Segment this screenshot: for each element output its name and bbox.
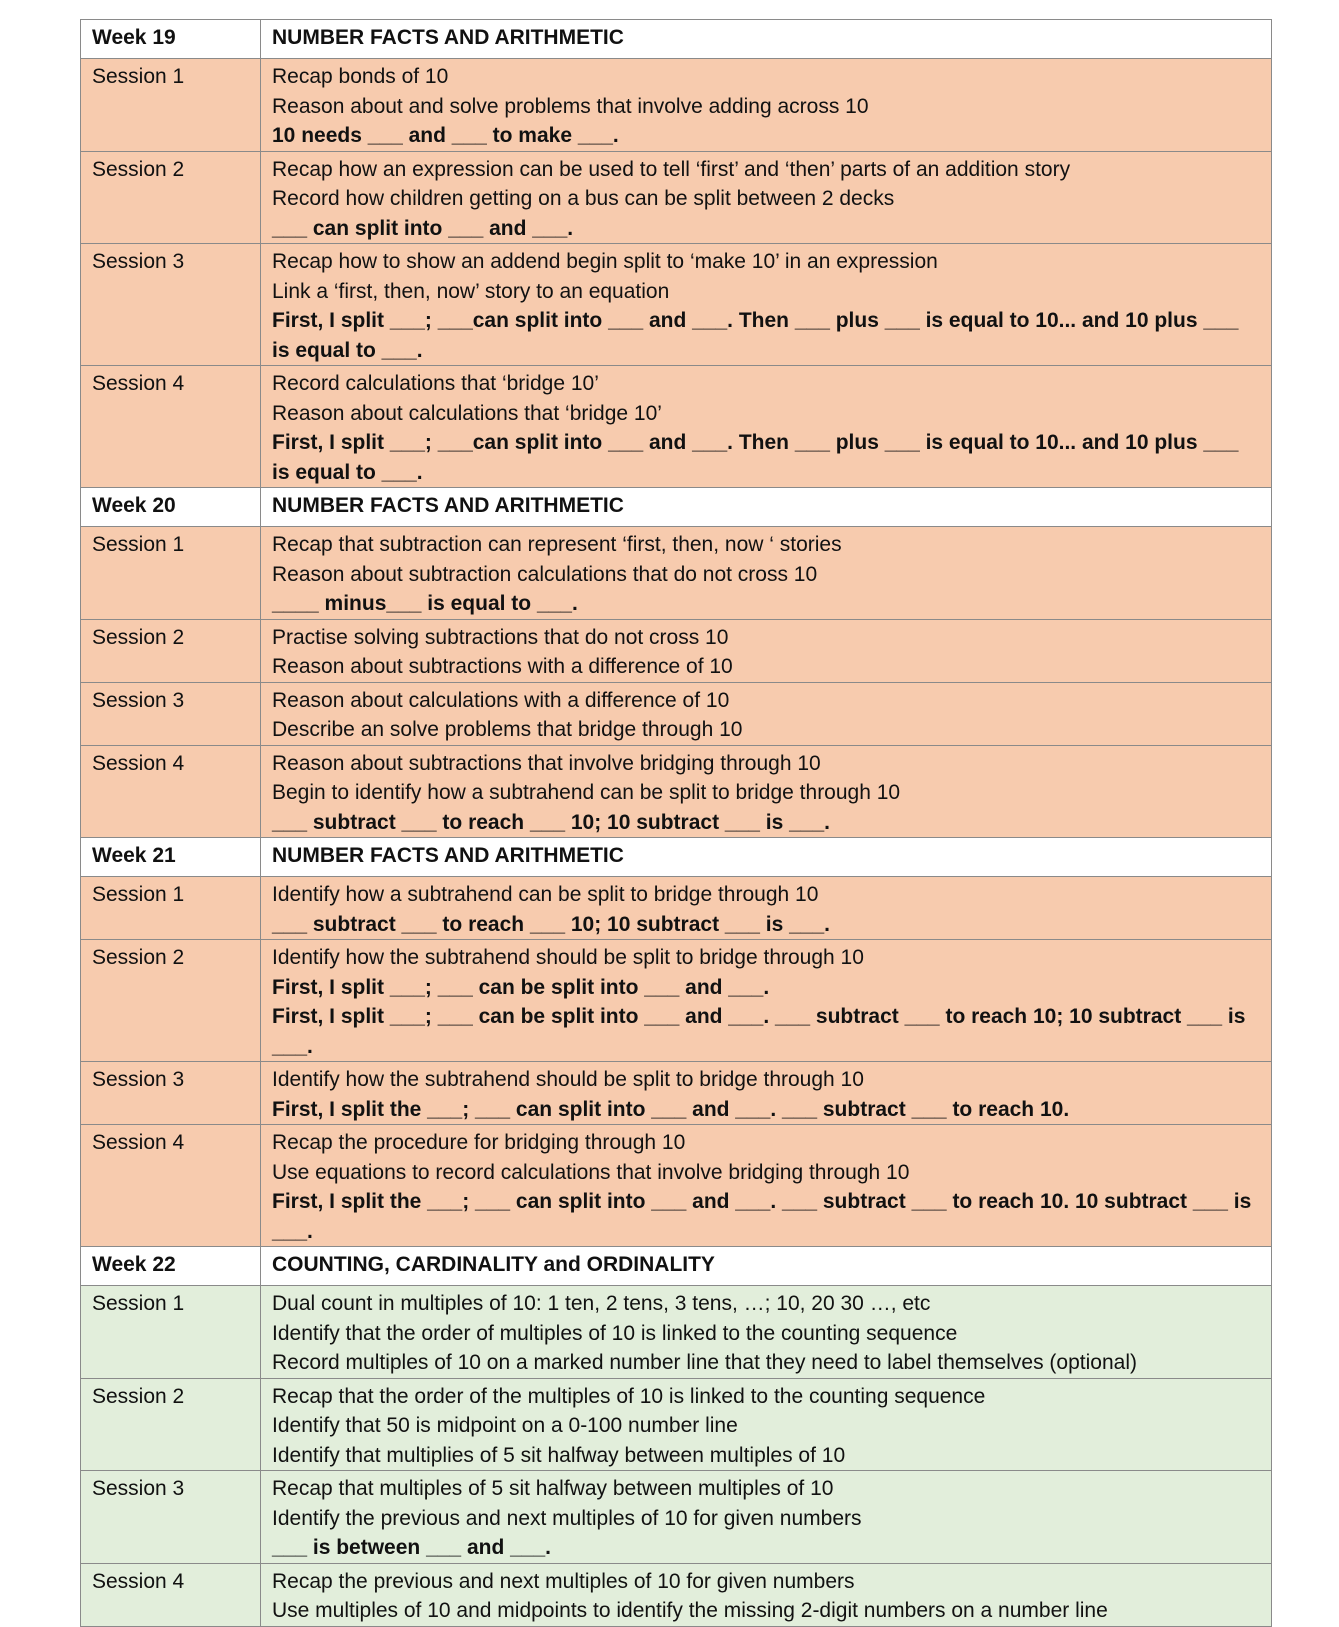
session-row <box>81 1125 1272 1247</box>
sentence-stem: First, I split ___; ___can split into ___ and ___. Then ___ plus ___ is equal to 10... and 10 plus ___ is equal to ___. <box>272 431 1239 484</box>
sentence-stem: First, I split ___; ___ can be split into ___ and ___. <box>272 975 770 999</box>
week-label: Week 22 <box>81 1247 261 1286</box>
objective-line: Use multiples of 10 and midpoints to identify the missing 2-digit numbers on a number line <box>272 1599 1108 1622</box>
week-topic-title: NUMBER FACTS AND ARITHMETIC <box>261 838 1272 877</box>
session-objectives <box>261 244 1272 366</box>
session-label: Session 1 <box>81 877 261 940</box>
objective-line: Identify how the subtrahend should be split to bridge through 10 <box>272 946 864 969</box>
session-label: Session 3 <box>81 244 261 366</box>
week-header-row <box>81 488 1272 527</box>
sentence-stem: First, I split ___; ___ can be split into ___ and ___. ___ subtract ___ to reach 10; 10 subtract ___ is ___. <box>272 1005 1246 1058</box>
session-objectives <box>261 1471 1272 1564</box>
objective-line: Reason about subtraction calculations that do not cross 10 <box>272 562 818 586</box>
session-row <box>81 151 1272 244</box>
session-row <box>81 619 1272 682</box>
objective-line: Describe an solve problems that bridge through 10 <box>272 718 743 741</box>
session-label: Session 2 <box>81 940 261 1062</box>
week-label: Week 20 <box>81 488 261 527</box>
session-row <box>81 682 1272 745</box>
week-topic-title: NUMBER FACTS AND ARITHMETIC <box>261 20 1272 59</box>
objective-line: Identify the previous and next multiples of 10 for given numbers <box>272 1506 862 1530</box>
session-row <box>81 940 1272 1062</box>
objective-line: Identify that 50 is midpoint on a 0-100 number line <box>272 1414 738 1437</box>
objective-line: Dual count in multiples of 10: 1 ten, 2 tens, 3 tens, …; 10, 20 30 …, etc <box>272 1292 931 1315</box>
objective-line: Recap how an expression can be used to tell ‘first’ and ‘then’ parts of an addition story <box>272 157 1071 181</box>
session-objectives <box>261 877 1272 940</box>
session-row <box>81 1062 1272 1125</box>
session-row <box>81 1286 1272 1379</box>
objective-line: Record calculations that ‘bridge 10’ <box>272 372 599 395</box>
session-objectives <box>261 940 1272 1062</box>
session-label: Session 1 <box>81 59 261 152</box>
sentence-stem: ____ minus___ is equal to ___. <box>272 592 578 615</box>
week-header-row <box>81 1247 1272 1286</box>
session-row <box>81 1563 1272 1626</box>
session-label: Session 3 <box>81 1471 261 1564</box>
session-label: Session 2 <box>81 151 261 244</box>
session-objectives <box>261 682 1272 745</box>
session-row <box>81 1378 1272 1471</box>
objective-line: Link a ‘first, then, now’ story to an equation <box>272 279 670 303</box>
objective-line: Reason about calculations with a difference of 10 <box>272 688 730 712</box>
sentence-stem: ___ subtract ___ to reach ___ 10; 10 subtract ___ is ___. <box>272 912 830 936</box>
week-header-row <box>81 838 1272 877</box>
objective-line: Recap how to show an addend begin split to ‘make 10’ in an expression <box>272 250 938 273</box>
session-objectives <box>261 1563 1272 1626</box>
session-label: Session 3 <box>81 1062 261 1125</box>
session-label: Session 4 <box>81 745 261 838</box>
session-objectives <box>261 619 1272 682</box>
objective-line: Identify how a subtrahend can be split to bridge through 10 <box>272 883 819 906</box>
session-objectives <box>261 151 1272 244</box>
week-header-row <box>81 20 1272 59</box>
session-objectives <box>261 366 1272 488</box>
sentence-stem: First, I split the ___; ___ can split into ___ and ___. ___ subtract ___ to reach 10. 10 subtract ___ is ___. <box>272 1190 1252 1243</box>
session-row <box>81 59 1272 152</box>
objective-line: Reason about calculations that ‘bridge 10’ <box>272 401 662 425</box>
session-row <box>81 244 1272 366</box>
week-label: Week 19 <box>81 20 261 59</box>
objective-line: Reason about and solve problems that involve adding across 10 <box>272 94 869 118</box>
objective-line: Recap that the order of the multiples of 10 is linked to the counting sequence <box>272 1384 986 1408</box>
sentence-stem: ___ can split into ___ and ___. <box>272 216 574 240</box>
sentence-stem: First, I split the ___; ___ can split into ___ and ___. ___ subtract ___ to reach 10. <box>272 1097 1070 1121</box>
session-row <box>81 366 1272 488</box>
session-objectives <box>261 1286 1272 1379</box>
session-label: Session 4 <box>81 366 261 488</box>
session-objectives <box>261 1062 1272 1125</box>
objective-line: Begin to identify how a subtrahend can be split to bridge through 10 <box>272 781 901 804</box>
session-row <box>81 1471 1272 1564</box>
objective-line: Recap that multiples of 5 sit halfway between multiples of 10 <box>272 1477 834 1500</box>
objective-line: Reason about subtractions that involve bridging through 10 <box>272 751 821 775</box>
session-objectives <box>261 59 1272 152</box>
objective-line: Recap that subtraction can represent ‘first, then, now ‘ stories <box>272 533 842 556</box>
objective-line: Record multiples of 10 on a marked number line that they need to label themselves (optional) <box>272 1351 1137 1374</box>
session-label: Session 3 <box>81 682 261 745</box>
week-topic-title: COUNTING, CARDINALITY and ORDINALITY <box>261 1247 1272 1286</box>
session-row <box>81 527 1272 620</box>
session-label: Session 2 <box>81 1378 261 1471</box>
session-objectives <box>261 1378 1272 1471</box>
objective-line: Recap bonds of 10 <box>272 65 449 88</box>
objective-line: Identify that multiplies of 5 sit halfway between multiples of 10 <box>272 1443 846 1467</box>
objective-line: Identify that the order of multiples of 10 is linked to the counting sequence <box>272 1321 958 1345</box>
objective-line: Record how children getting on a bus can be split between 2 decks <box>272 187 895 210</box>
weekly-plan-table <box>80 19 1272 1627</box>
objective-line: Practise solving subtractions that do not cross 10 <box>272 625 729 649</box>
week-label: Week 21 <box>81 838 261 877</box>
session-label: Session 1 <box>81 527 261 620</box>
session-row <box>81 877 1272 940</box>
week-topic-title: NUMBER FACTS AND ARITHMETIC <box>261 488 1272 527</box>
sentence-stem: First, I split ___; ___can split into ___ and ___. Then ___ plus ___ is equal to 10... and 10 plus ___ is equal to ___. <box>272 309 1239 362</box>
session-label: Session 4 <box>81 1125 261 1247</box>
sentence-stem: ___ is between ___ and ___. <box>272 1536 551 1559</box>
objective-line: Recap the previous and next multiples of 10 for given numbers <box>272 1569 855 1593</box>
session-label: Session 2 <box>81 619 261 682</box>
session-objectives <box>261 1125 1272 1247</box>
objective-line: Recap the procedure for bridging through 10 <box>272 1131 686 1154</box>
objective-line: Use equations to record calculations that involve bridging through 10 <box>272 1160 910 1184</box>
session-label: Session 1 <box>81 1286 261 1379</box>
session-objectives <box>261 745 1272 838</box>
session-objectives <box>261 527 1272 620</box>
sentence-stem: 10 needs ___ and ___ to make ___. <box>272 124 619 147</box>
session-row <box>81 745 1272 838</box>
objective-line: Identify how the subtrahend should be split to bridge through 10 <box>272 1068 864 1091</box>
sentence-stem: ___ subtract ___ to reach ___ 10; 10 subtract ___ is ___. <box>272 810 830 834</box>
session-label: Session 4 <box>81 1563 261 1626</box>
objective-line: Reason about subtractions with a difference of 10 <box>272 655 733 678</box>
